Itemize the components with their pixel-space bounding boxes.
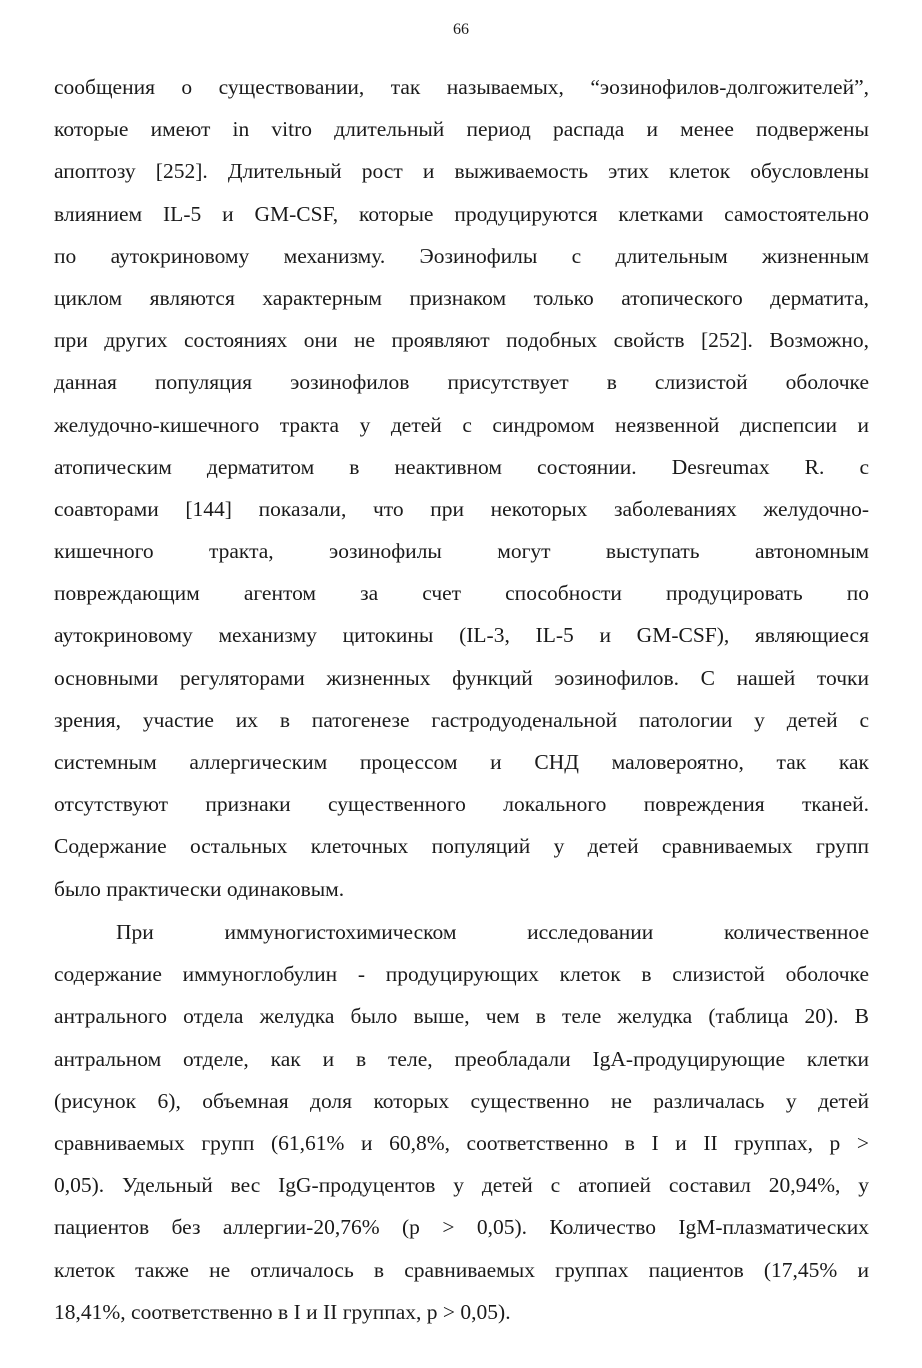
text-line: апоптозу [252]. Длительный рост и выживаемость этих клеток обусловлены <box>54 159 869 184</box>
text-line: данная популяция эозинофилов присутствует в слизистой оболочке <box>54 370 869 395</box>
text-line: кишечного тракта, эозинофилы могут выступать автономным <box>54 539 869 564</box>
text-line: антрального отдела желудка было выше, чем в теле желудка (таблица 20). В <box>54 1004 869 1029</box>
text-line: которые имеют in vitro длительный период распада и менее подвержены <box>54 117 869 142</box>
text-line: 18,41%, соответственно в I и II группах, р > 0,05). <box>54 1299 511 1324</box>
text-line: по аутокриновому механизму. Эозинофилы с длительным жизненным <box>54 243 869 268</box>
text-line: влиянием IL-5 и GM-CSF, которые продуцируются клетками самостоятельно <box>54 201 869 226</box>
text-line: повреждающим агентом за счет способности продуцировать по <box>54 581 869 606</box>
text-line: содержание иммуноглобулин - продуцирующих клеток в слизистой оболочке <box>54 962 869 987</box>
text-line: (рисунок 6), объемная доля которых существенно не различалась у детей <box>54 1088 869 1113</box>
text-line: системным аллергическим процессом и СНД маловероятно, так как <box>54 750 869 774</box>
text-line: зрения, участие их в патогенезе гастродуоденальной патологии у детей с <box>54 707 869 732</box>
text-line: пациентов без аллергии-20,76% (р > 0,05). Количество IgM-плазматических <box>54 1215 869 1240</box>
text-line: при других состояниях они не проявляют подобных свойств [252]. Возможно, <box>54 328 869 353</box>
page-number: 66 <box>453 21 469 38</box>
text-line: соавторами [144] показали, что при некоторых заболеваниях желудочно- <box>54 496 869 521</box>
paragraph-immunoglobulin <box>54 911 869 1333</box>
text-line: аутокриновому механизму цитокины (IL-3, IL-5 и GM-CSF), являющиеся <box>54 623 869 648</box>
text-line: сообщения о существовании, так называемых, “эозинофилов-долгожителей”, <box>54 75 869 99</box>
text-line: атопическим дерматитом в неактивном состоянии. Desreumax R. с <box>54 454 869 479</box>
text-line: сравниваемых групп (61,61% и 60,8%, соответственно в I и II группах, р > <box>54 1130 869 1155</box>
text-line: отсутствуют признаки существенного локального повреждения тканей. <box>54 792 869 817</box>
text-line: 0,05). Удельный вес IgG-продуцентов у детей с атопией составил 20,94%, у <box>54 1173 869 1198</box>
text-line: основными регуляторами жизненных функций эозинофилов. С нашей точки <box>54 665 869 690</box>
text-line: клеток также не отличалось в сравниваемых группах пациентов (17,45% и <box>54 1257 869 1282</box>
text-line: циклом являются характерным признаком только атопического дерматита, <box>54 285 869 310</box>
text-line: желудочно-кишечного тракта у детей с синдромом неязвенной диспепсии и <box>54 412 869 437</box>
text-line: было практически одинаковым. <box>54 876 345 901</box>
text-line: При иммуногистохимическом исследовании количественное <box>116 920 869 944</box>
text-line: антральном отделе, как и в теле, преобладали IgA-продуцирующие клетки <box>54 1046 869 1071</box>
paragraph-eosinophils <box>54 66 869 910</box>
text-line: Содержание остальных клеточных популяций у детей сравниваемых групп <box>54 834 869 859</box>
